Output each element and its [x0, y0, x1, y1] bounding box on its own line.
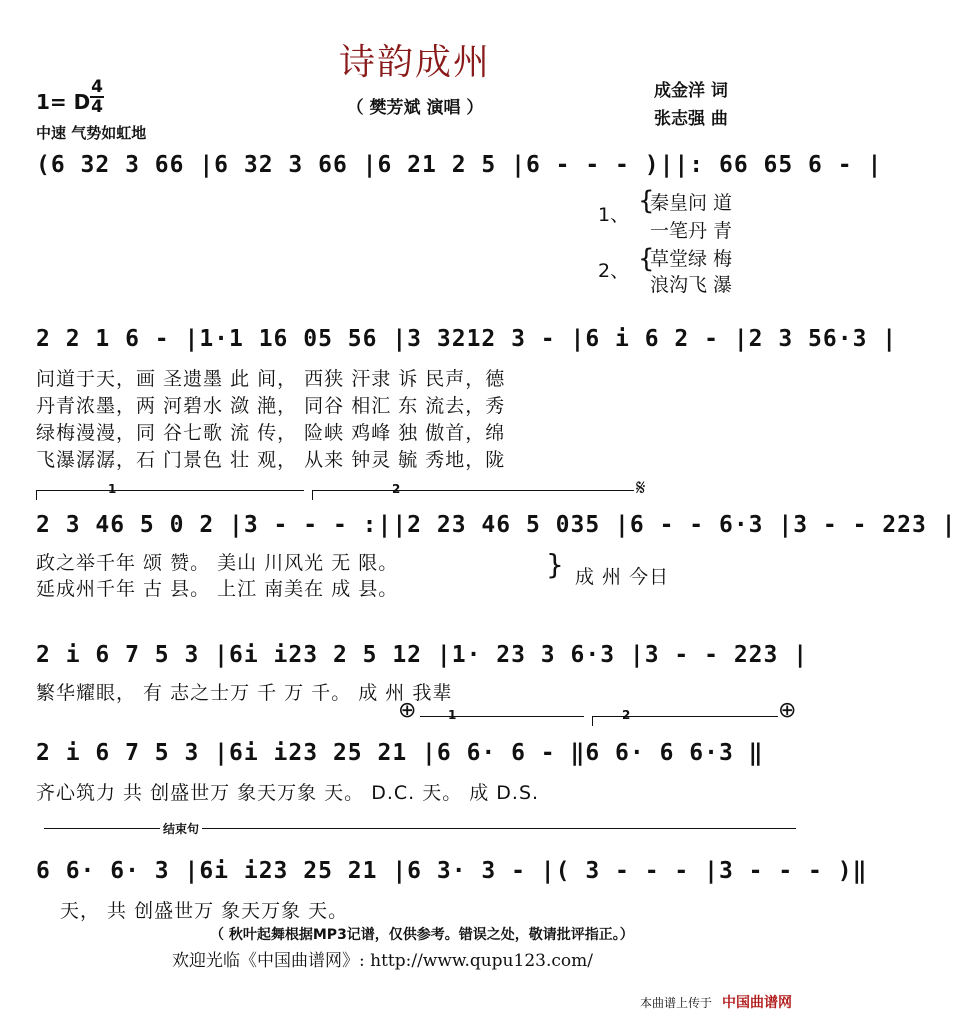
- volta-4-number: 2: [622, 708, 631, 722]
- score-row-4: 2 i 6 7 5 3 |6i i23 2 5 12 |1· 23 3 6·3 |3 - - 223 |: [36, 642, 809, 668]
- verse-label-1: 1、: [598, 204, 630, 226]
- lyrics-row-2-line-2: 丹青浓墨，两 河碧水 潋 滟， 同谷 相汇 东 流去，秀: [36, 395, 506, 417]
- score-row-1: (6 32 3 66 |6 32 3 66 |6 21 2 5 |6 - - - )||: 66 65 6 - |: [36, 152, 883, 178]
- site-logo: 中国曲谱网: [722, 995, 792, 1011]
- verse-line-2: 一笔丹 青: [650, 220, 733, 242]
- lyrics-row-2-line-1: 问道于天，画 圣遗墨 此 间， 西狭 汗隶 诉 民声，德: [36, 368, 506, 390]
- time-bottom: 4: [91, 97, 103, 117]
- score-row-3: 2 3 46 5 0 2 |3 - - - :||2 23 46 5 035 |6 - - 6·3 |3 - - 223 |: [36, 512, 957, 538]
- lyrics-row-6: 天， 共 创盛世万 象天万象 天。: [60, 900, 349, 922]
- volta-3-line: [420, 716, 584, 717]
- time-signature: [90, 78, 104, 116]
- performer-subtitle: （ 樊芳斌 演唱 ）: [346, 98, 484, 118]
- time-top: 4: [91, 77, 103, 97]
- lyrics-row-3-line-1: 政之举千年 颂 赞。 美山 川风光 无 限。: [36, 552, 399, 574]
- transcription-note: （ 秋叶起舞根据MP3记谱，仅供参考。错误之处，敬请批评指正。）: [210, 927, 634, 943]
- verse-line-1: 秦皇问 道: [650, 192, 733, 214]
- lyrics-row-3-line-2: 延成州千年 古 县。 上江 南美在 成 县。: [36, 578, 399, 600]
- score-row-5: 2 i 6 7 5 3 |6i i23 25 21 |6 6· 6 - ‖6 6· 6 6·3 ‖: [36, 740, 764, 766]
- score-row-2: 2 2 1 6 - |1·1 16 05 56 |3 3212 3 - |6 i 6 2 - |2 3 56·3 |: [36, 326, 898, 352]
- volta-4-line: [592, 716, 778, 717]
- volta-3-number: 1: [448, 708, 457, 722]
- coda-sign-right: ⊕: [778, 698, 797, 723]
- segno-sign: 𝄋: [636, 476, 646, 501]
- brace-2: {: [638, 244, 655, 274]
- key-signature: 1= D: [36, 90, 91, 114]
- lyrics-row-4: 繁华耀眼， 有 志之士万 千 万 千。 成 州 我辈: [36, 682, 453, 704]
- site-footer: 欢迎光临《中国曲谱网》: http://www.qupu123.com/: [172, 951, 593, 971]
- composer: 张志强 曲: [654, 109, 728, 129]
- volta-1-hook: [36, 490, 37, 500]
- coda-sign-left: ⊕: [398, 698, 417, 723]
- volta-2-hook: [312, 490, 313, 500]
- upload-note: 本曲谱上传于: [640, 996, 713, 1010]
- brace-1: {: [638, 186, 655, 216]
- lyrics-row-3-side: 成 州 今日: [575, 566, 670, 588]
- volta-4-hook: [592, 716, 593, 726]
- volta-1-number: 1: [108, 482, 117, 496]
- verse-line-4: 浪沟飞 瀑: [650, 274, 733, 296]
- lyrics-row-5: 齐心筑力 共 创盛世万 象天万象 天。 D.C. 天。 成 D.S.: [36, 782, 540, 804]
- page-title: 诗韵成州: [338, 42, 491, 83]
- lyrics-row-2-line-4: 飞瀑潺潺，石 门景色 壮 观， 从来 钟灵 毓 秀地，陇: [36, 449, 506, 471]
- volta-2-number: 2: [392, 482, 401, 496]
- ending-line: [44, 828, 796, 829]
- score-row-6: 6 6· 6· 3 |6i i23 25 21 |6 3· 3 - |( 3 - - - |3 - - - )‖: [36, 858, 868, 884]
- tempo-marking: 中速 气势如虹地: [36, 124, 147, 142]
- brace-3: }: [546, 548, 564, 581]
- verse-label-2: 2、: [598, 260, 630, 282]
- lyricist: 成金洋 词: [654, 81, 728, 101]
- verse-line-3: 草堂绿 梅: [650, 248, 733, 270]
- volta-2-line: [312, 490, 634, 491]
- volta-1-line: [36, 490, 304, 491]
- lyrics-row-2-line-3: 绿梅漫漫，同 谷七歌 流 传， 险峡 鸡峰 独 傲首，绵: [36, 422, 506, 444]
- ending-label: 结束句: [160, 820, 202, 837]
